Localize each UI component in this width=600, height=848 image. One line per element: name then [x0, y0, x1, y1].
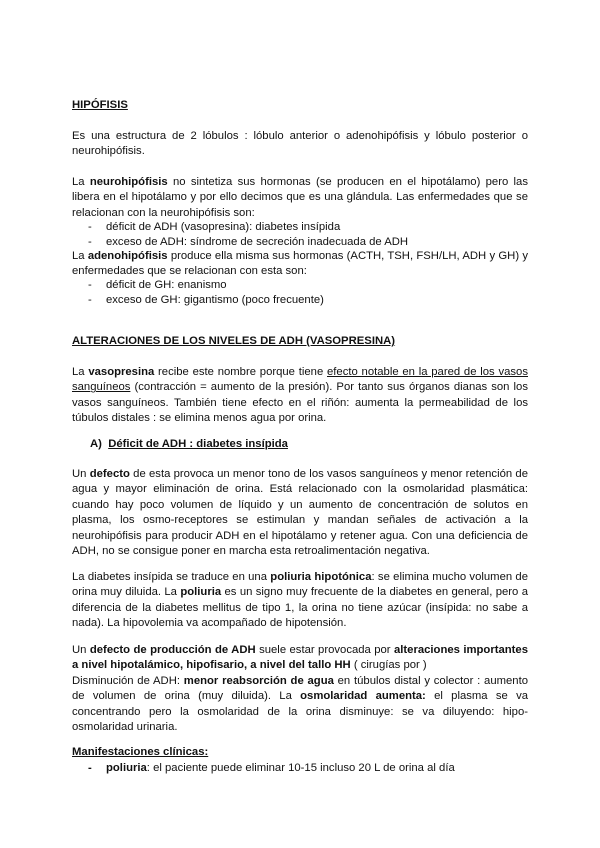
subheading-deficit-label: Déficit de ADH : diabetes insípida	[108, 438, 288, 450]
term-defecto: defecto	[89, 468, 130, 480]
text-run: : se elimina mucho volumen de orina muy diluida. La	[72, 571, 528, 599]
paragraph-vasopresina	[72, 365, 528, 427]
text-run: de esta provoca un menor tono de los vasos sanguíneos y menor retención de agua y mayor eliminación de orina. Está relacionado con la osmolaridad plasmática: cuando hay poco volumen de líquido y un aumento de concentración de solutos en plasma, los osmo-receptores se estimulan y mandan señales de activación a la neurohipófisis para producir ADH en el hipotálamo y retener agua. Con una deficiencia de ADH, no se consigue poner en marcha esta retroalimentación negativa.	[72, 468, 528, 558]
list-item	[88, 761, 455, 776]
text-run: el plasma se va concentrando pero la osmolaridad de la orina disminuye: se va diluyendo: hipo-osmolaridad urinaria.	[72, 690, 528, 734]
text-run: ( cirugías por )	[350, 659, 427, 672]
text-run: produce ella misma sus hormonas (ACTH, TSH, FSH/LH, ADH y GH) y enfermedades que se relacionan con esta son:	[72, 250, 528, 278]
list-adenohipofisis-diseases	[88, 278, 324, 309]
paragraph-adenohipofisis	[72, 249, 528, 280]
paragraph-hipofisis-intro: Es una estructura de 2 lóbulos : lóbulo anterior o adenohipófisis y lóbulo posterior o neurohipófisis.	[72, 130, 528, 158]
term-neurohipofisis: neurohipófisis	[89, 176, 168, 188]
term-vasopresina: vasopresina	[88, 366, 155, 378]
text-run: en túbulos distal y colector : aumento de volumen de orina (muy diluida). La	[72, 675, 528, 703]
list-item: - déficit de ADH (vasopresina): diabetes insípida	[88, 220, 408, 235]
term-adenohipofisis: adenohipófisis	[87, 250, 168, 262]
paragraph-defecto-produccion	[72, 643, 528, 674]
text-run: : el paciente puede eliminar 10-15 incluso 20 L de orina al día	[146, 762, 455, 774]
term-osmolaridad-aumenta: osmolaridad aumenta:	[300, 690, 426, 703]
list-item: - exceso de ADH: síndrome de secreción inadecuada de ADH	[88, 235, 408, 250]
term-poliuria-item: poliuria	[106, 762, 147, 774]
text-run: La	[72, 366, 89, 378]
term-menor-reabsorcion: menor reabsorción de agua	[183, 675, 334, 687]
heading-hipofisis: HIPÓFISIS	[72, 99, 128, 111]
list-item: - exceso de GH: gigantismo (poco frecuente)	[88, 293, 324, 308]
paragraph-poliuria	[72, 570, 528, 632]
term-defecto-produccion: defecto de producción de ADH	[89, 644, 256, 656]
underlined-phrase: efecto notable en la pared de los vasos sanguíneos	[72, 366, 528, 394]
paragraph-deficit-defecto	[72, 467, 528, 559]
heading-alteraciones: ALTERACIONES DE LOS NIVELES DE ADH (VASOPRESINA)	[72, 335, 396, 347]
text-run: Disminución de ADH:	[72, 675, 184, 687]
text-run: suele estar provocada por	[255, 644, 394, 656]
subheading-deficit	[90, 437, 288, 452]
list-item: - déficit de GH: enanismo	[88, 278, 324, 293]
paragraph-disminucion-adh	[72, 674, 528, 736]
list-manifestaciones	[88, 761, 455, 776]
text-run: no sintetiza sus hormonas (se producen en el hipotálamo) pero las libera en el hipotálamo y por ello decimos que es una glándula. Las enfermedades que se relacionan con la neurohipófisis son:	[72, 176, 528, 219]
text-run: recibe este nombre porque tiene	[154, 366, 327, 378]
text-run: es un signo muy frecuente de la diabetes en general, pero a diferencia de la diabetes mellitus de tipo 1, la orina no tiene azúcar (insípida: no sabe a nada). La hipovolemia va acompañado de hipotensión.	[72, 586, 528, 630]
paragraph-neurohipofisis	[72, 175, 528, 221]
list-neurohipofisis-diseases	[88, 220, 408, 251]
text-run: La diabetes insípida se traduce en una	[72, 571, 271, 583]
text-run: La	[72, 176, 90, 188]
text-run: Un	[72, 468, 90, 480]
text-run: La	[72, 250, 88, 262]
subheading-marker: A)	[90, 438, 102, 450]
text-run: Un	[72, 644, 90, 656]
text-run: (contracción = aumento de la presión). Por tanto sus órganos dianas son los vasos sanguíneos. También tiene efecto en el riñón: aumenta la permeabilidad de los túbulos distales : se elimina menos agua por orina.	[72, 381, 528, 425]
heading-manifestaciones: Manifestaciones clínicas:	[72, 746, 209, 758]
term-alteraciones-importantes: alteraciones importantes a nivel hipotalámico, hipofisario, a nivel del tallo HH	[72, 644, 528, 672]
term-poliuria-hipotonica: poliuria hipotónica	[270, 571, 372, 583]
term-poliuria: poliuria	[180, 586, 222, 599]
